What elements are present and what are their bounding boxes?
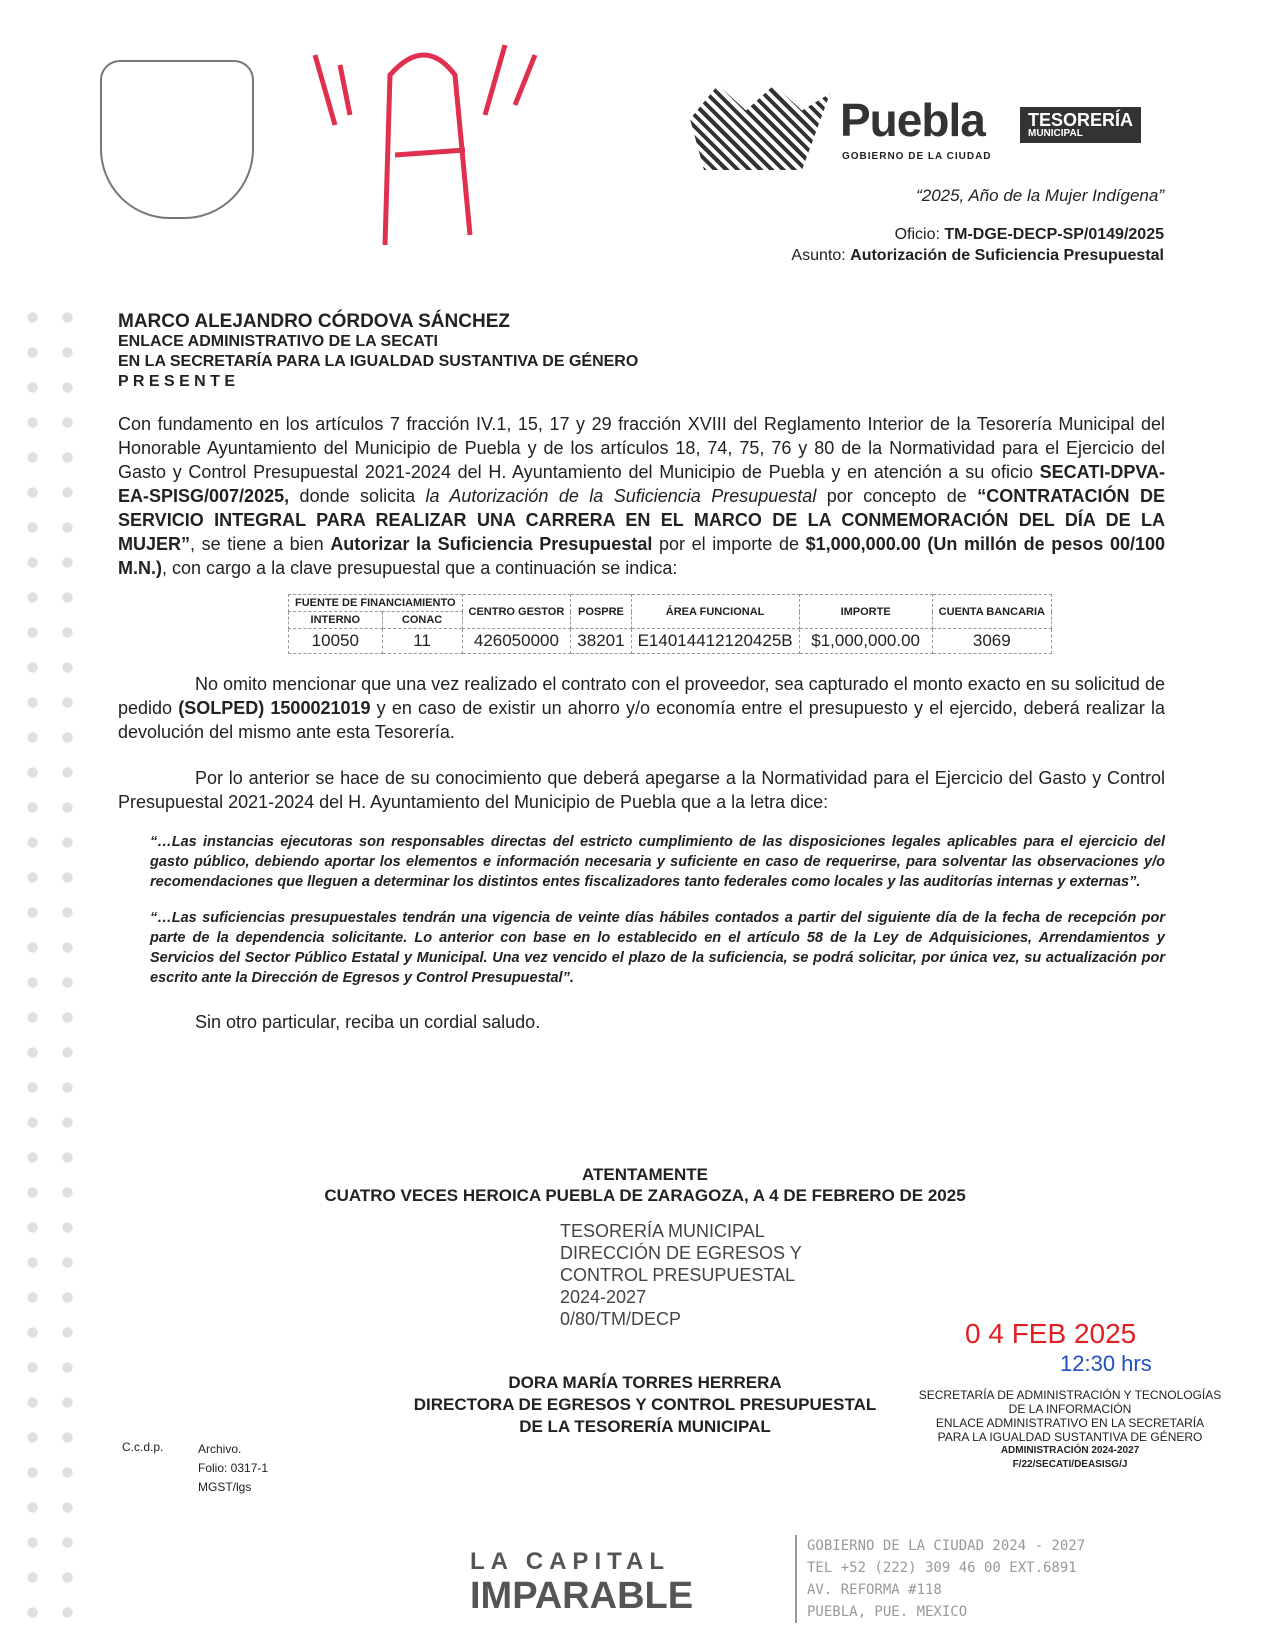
table-row [289,629,1052,654]
letter-body [118,412,1165,1034]
ccp-archivo: Archivo. [198,1442,242,1456]
stamp-line: DE LA INFORMACIÓN [1008,1402,1132,1416]
paragraph-3: Por lo anterior se hace de su conocimiento que deberá apegarse a la Normatividad para el Ejercicio del Gasto y Control Presupuestal 2021-2024 del H. Ayuntamiento del Municipio de Puebla que a la letra dice: [118,768,1165,812]
puebla-tesoreria-logo [690,85,1160,175]
text: No omito mencionar que una vez realizado el contrato con el proveedor, sea capturado el monto exacto en su solicitud de pedido [118,674,1165,718]
solped: (SOLPED) 1500021019 [178,698,371,718]
seal-line: 0/80/TM/DECP [560,1309,682,1329]
stamp-line: PARA LA IGUALDAD SUSTANTIVA DE GÉNERO [937,1430,1203,1444]
th-cuenta: CUENTA BANCARIA [932,595,1051,629]
city-crest-icon [690,85,830,170]
presente-label: P R E S E N T E [118,373,236,390]
year-motto: “2025, Año de la Mujer Indígena” [916,186,1164,205]
recipient-block [118,312,638,392]
th-conac: CONAC [382,612,462,629]
cell: $1,000,000.00 [799,629,932,654]
received-stamp [905,1388,1235,1472]
footer-phone: TEL +52 (222) 309 46 00 EXT.6891 [807,1560,1077,1576]
signature-header [300,1164,990,1206]
slogan-line2: IMPARABLE [470,1575,694,1617]
th-interno: INTERNO [289,612,383,629]
received-date-stamp: 0 4 FEB 2025 [965,1318,1137,1349]
stamp-line: ENLACE ADMINISTRATIVO EN LA SECRETARÍA [935,1416,1205,1430]
oficio-number: TM-DGE-DECP-SP/0149/2025 [944,226,1164,243]
text: la Autorización de la Suficiencia Presupuestal [425,486,817,506]
paragraph-1 [118,412,1165,580]
concept: “CONTRATACIÓN DE SERVICIO INTEGRAL PARA REALIZAR UNA CARRERA EN EL MARCO DE LA CONMEMORACIÓN DEL DÍA DE LA MUJER” [118,486,1165,554]
signatory-title: DIRECTORA DE EGRESOS Y CONTROL PRESUPUESTAL [413,1395,877,1414]
text: , con cargo a la clave presupuestal que a continuación se indica: [162,558,678,578]
oficio-ref: SECATI-DPVA-EA-SPISG/007/2025, [118,462,1165,506]
cell: 10050 [289,629,383,654]
atentamente: ATENTAMENTE [582,1165,708,1184]
ccp-initials: MGST/lgs [198,1480,252,1494]
seal-line: DIRECCIÓN DE EGRESOS Y [560,1243,802,1263]
footer-line: PUEBLA, PUE. MEXICO [807,1604,968,1620]
tesoreria-badge [1020,107,1141,143]
asunto-text: Autorización de Suficiencia Presupuestal [850,247,1164,264]
paragraph-2 [118,672,1165,744]
cell: 426050000 [462,629,571,654]
official-seal [560,1220,802,1330]
text: por el importe de [652,534,806,554]
text: y en caso de existir un ahorro y/o economía entre el presupuesto y el ejercido, deberá realizar la devolución del mismo ante esta Tesorería. [118,698,1165,742]
text: donde solicita [289,486,426,506]
text: , se tiene a bien [190,534,331,554]
oficio-label: Oficio: [894,226,940,243]
cell: 11 [382,629,462,654]
quote-2: “…Las suficiencias presupuestales tendrán una vigencia de veinte días hábiles contados a partir del siguiente día de la fecha de recepción por parte de la dependencia solicitante. Lo anterior con base en lo establecido en el artículo 58 de la Ley de Adquisiciones, Arrendamientos y Servicios del Sector Público Estatal y Municipal. Una vez vencido el plazo de la suficiencia, se podrá solicitar, por única vez, su actualización por escrito ante la Dirección de Egresos y Control Presupuestal”. [150,910,1165,986]
seal-line: 2024-2027 [560,1287,647,1307]
asunto-line [791,247,1164,265]
logo-subtitle: GOBIERNO DE LA CIUDAD [842,151,992,162]
quote-1: “…Las instancias ejecutoras son responsables directas del estricto cumplimiento de las disposiciones legales aplicables para el ejercicio del gasto público, debiendo aportar los elementos e información necesaria y suficiente en caso de requerirse, para solventar las observaciones y/o recomendaciones que lleguen a determinar los distintos entes fiscalizadores tanto federales como locales y las auditorías internas y externas”. [150,834,1165,890]
recipient-name: MARCO ALEJANDRO CÓRDOVA SÁNCHEZ [118,311,510,332]
closing: Sin otro particular, reciba un cordial saludo. [195,1012,541,1032]
signatory-block [400,1372,890,1438]
th-pospre: POSPRE [571,595,631,629]
asunto-label: Asunto: [791,247,846,264]
th-fuente: FUENTE DE FINANCIAMIENTO [289,595,463,612]
received-time-handwritten: 12:30 hrs [1060,1351,1152,1376]
tesoreria-label: TESORERÍA [1028,110,1134,130]
place-date: CUATRO VECES HEROICA PUEBLA DE ZARAGOZA, A 4 DE FEBRERO DE 2025 [324,1186,966,1205]
footer-line: AV. REFORMA #118 [807,1582,942,1598]
ccp-folio: Folio: 0317-1 [198,1461,269,1475]
stamp-line: F/22/SECATI/DEASISG/J [1012,1459,1128,1470]
oficio-line [895,226,1164,244]
budget-key-table [288,594,1052,654]
ccp-block [198,1440,268,1497]
footer-line: GOBIERNO DE LA CIUDAD 2024 - 2027 [807,1538,1086,1554]
la-capital-imparable-logo [470,1548,693,1616]
th-importe: IMPORTE [799,595,932,629]
text: Autorizar la Suficiencia Presupuestal [330,534,653,554]
text: Con fundamento en los artículos 7 fracción IV.1, 15, 17 y 29 fracción XVIII del Reglamento Interior de la Tesorería Municipal del Honorable Ayuntamiento del Municipio de Puebla y de los artículos 18, 74, 75, 76 y 80 de la Normatividad para el Ejercicio del Gasto y Control Presupuestal 2021-2024 del H. Ayuntamiento del Municipio de Puebla y en atención a su oficio [118,414,1165,482]
signatory-name: DORA MARÍA TORRES HERRERA [508,1373,782,1392]
margin-decoration [15,300,85,1620]
municipal-label: MUNICIPAL [1028,128,1083,139]
slogan-line1: LA CAPITAL [470,1548,670,1575]
footer-address [795,1535,1085,1623]
seal-line: CONTROL PRESUPUESTAL [560,1265,796,1285]
signatory-department: DE LA TESORERÍA MUNICIPAL [519,1417,771,1436]
stamp-line: SECRETARÍA DE ADMINISTRACIÓN Y TECNOLOGÍAS [918,1388,1222,1402]
logo-text: Puebla [840,94,985,146]
coat-of-arms-seal [100,60,254,219]
th-area: ÁREA FUNCIONAL [631,595,799,629]
recipient-position: ENLACE ADMINISTRATIVO DE LA SECATI [118,333,438,350]
ccp-label: C.c.d.p. [122,1440,164,1454]
seal-line: TESORERÍA MUNICIPAL [560,1221,765,1241]
cell: 3069 [932,629,1051,654]
th-centro: CENTRO GESTOR [462,595,571,629]
stamp-line: ADMINISTRACIÓN 2024-2027 [1000,1445,1140,1456]
cell: E14014412120425B [631,629,799,654]
amount: $1,000,000.00 (Un millón de pesos 00/100 M.N.) [118,534,1166,578]
cell: 38201 [571,629,631,654]
text: por concepto de [816,486,978,506]
recipient-department: EN LA SECRETARÍA PARA LA IGUALDAD SUSTANTIVA DE GÉNERO [118,353,639,370]
handwritten-a-mark [295,35,555,265]
